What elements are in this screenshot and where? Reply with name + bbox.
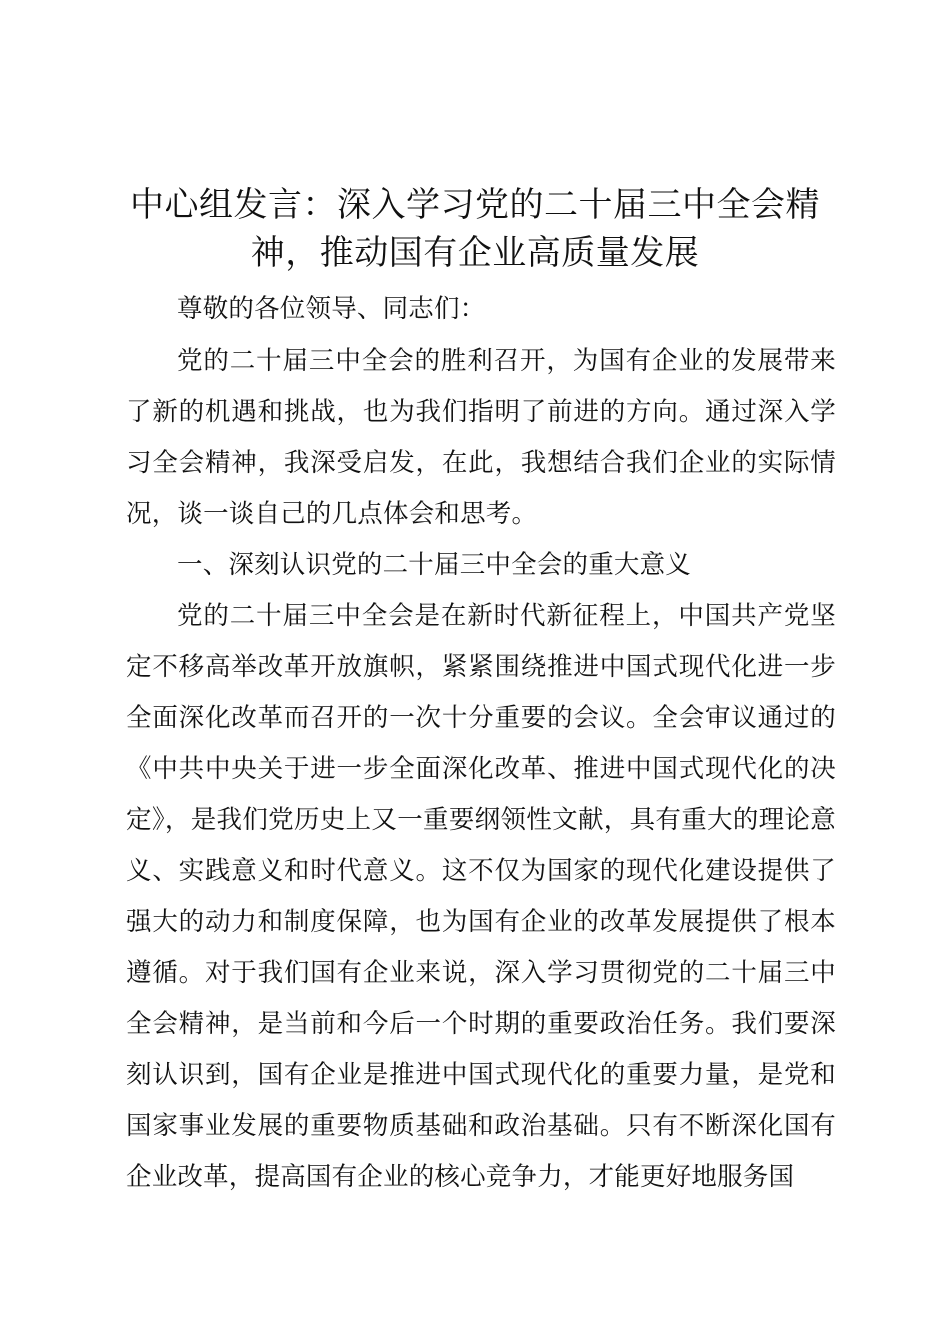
document-body [126, 284, 836, 1203]
document-title: 中心组发言：深入学习党的二十届三中全会精神，推动国有企业高质量发展 [130, 185, 820, 273]
section-1-paragraph: 党的二十届三中全会是在新时代新征程上，中国共产党坚定不移高举改革开放旗帜，紧紧围绕推进中国式现代化进一步全面深化改革而召开的一次十分重要的会议。全会审议通过的《中共中央关于进一步全面深化改革、推进中国式现代化的决定》，是我们党历史上又一重要纲领性文献，具有重大的理论意义、实践意义和时代意义。这不仅为国家的现代化建设提供了强大的动力和制度保障，也为国有企业的改革发展提供了根本遵循。对于我们国有企业来说，深入学习贯彻党的二十届三中全会精神，是当前和今后一个时期的重要政治任务。我们要深刻认识到，国有企业是推进中国式现代化的重要力量，是党和国家事业发展的重要物质基础和政治基础。只有不断深化国有企业改革，提高国有企业的核心竞争力，才能更好地服务国 [126, 601, 836, 1192]
salutation: 尊敬的各位领导、同志们： [177, 294, 486, 324]
section-heading-1: 一、深刻认识党的二十届三中全会的重大意义 [177, 550, 692, 580]
intro-paragraph: 党的二十届三中全会的胜利召开，为国有企业的发展带来了新的机遇和挑战，也为我们指明了前进的方向。通过深入学习全会精神，我深受启发，在此，我想结合我们企业的实际情况，谈一谈自己的几点体会和思考。 [126, 346, 836, 529]
